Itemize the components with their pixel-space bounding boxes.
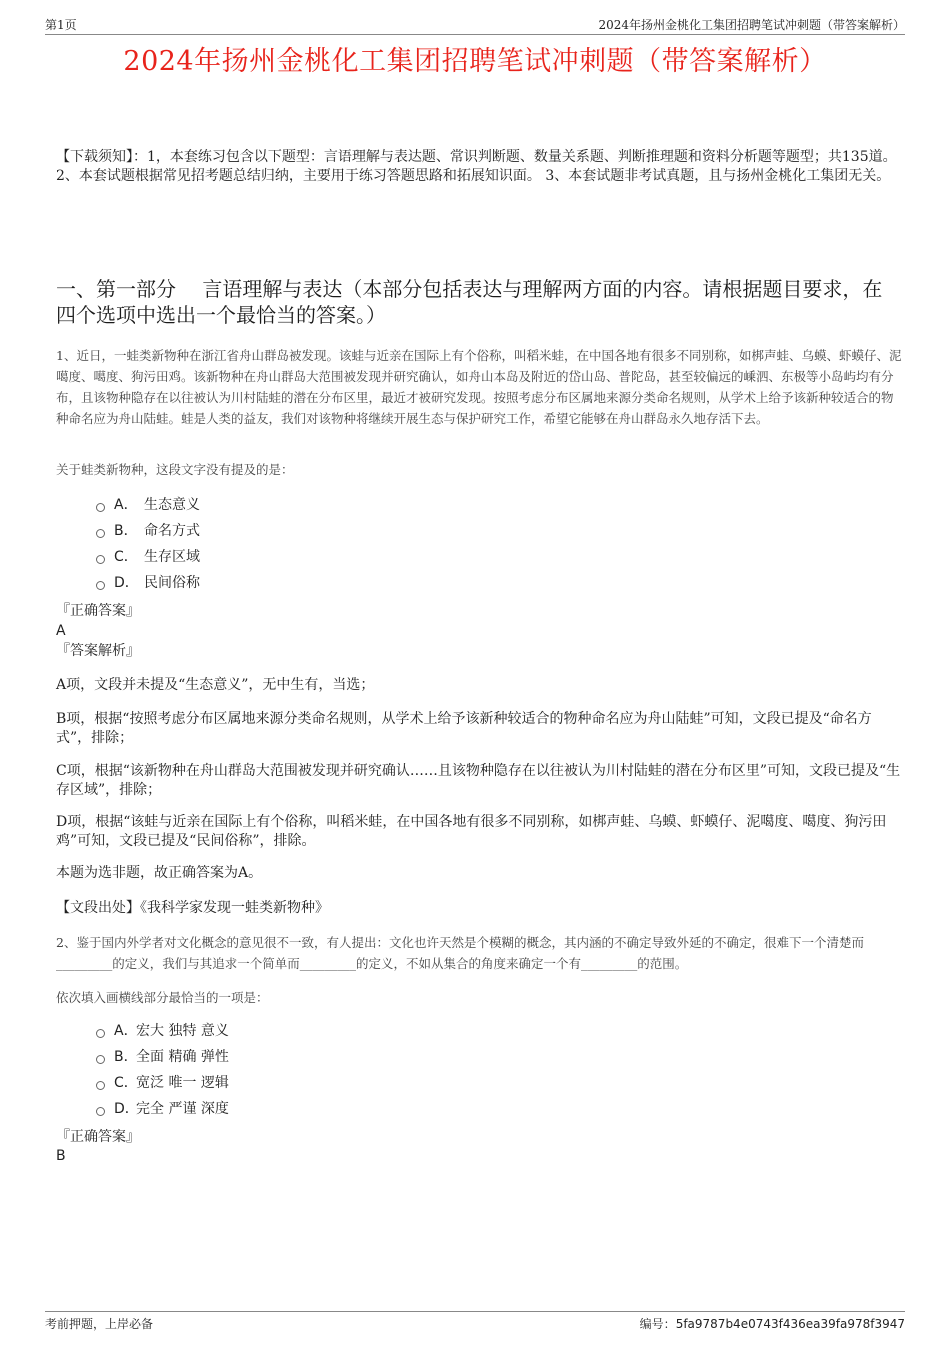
page-header <box>45 14 905 35</box>
radio-icon[interactable] <box>96 1055 105 1064</box>
document-code <box>640 1315 905 1332</box>
page-footer <box>45 1311 905 1331</box>
option-c[interactable] <box>96 544 496 570</box>
analysis-paragraph: 本题为选非题，故正确答案为A。 <box>56 865 263 881</box>
radio-icon[interactable] <box>96 1029 105 1038</box>
option-b[interactable] <box>96 1044 496 1070</box>
radio-icon[interactable] <box>96 529 105 538</box>
code-label: 编号： <box>639 1317 676 1331</box>
radio-icon[interactable] <box>96 503 105 512</box>
analysis-paragraph: C项，根据“该新物种在舟山群岛大范围被发现并研究确认……且该物种隐存在以往被认为川村陆蛙的潜在分布区里”可知，文段已提及“生存区域”，排除； <box>56 763 901 798</box>
option-a[interactable] <box>96 1018 496 1044</box>
question-2-prompt: 依次填入画横线部分最恰当的一项是： <box>56 990 269 1005</box>
option-d[interactable] <box>96 570 496 596</box>
option-text: 宏大 独特 意义 <box>136 1023 229 1039</box>
option-letter: B． <box>114 1049 138 1065</box>
option-b[interactable] <box>96 518 496 544</box>
question-2-text: 2、鉴于国内外学者对文化概念的意见很不一致，有人提出：文化也许天然是个模糊的概念，其内涵的不确定导致外延的不确定，很难下一个清楚而_________的定义，我们与其追求一个简单而_________的定义，不如从集合的角度来确定一个有_________的范围。 <box>56 935 864 971</box>
question-1-text: 1、近日，一蛙类新物种在浙江省舟山群岛被发现。该蛙与近亲在国际上有个俗称，叫稻米蛙，在中国各地有很多不同别称，如梆声蛙、乌蟆、虾蟆仔、泥噶度、噶度、狗污田鸡。该新物种在舟山群岛大范围被发现并研究确认，如舟山本岛及附近的岱山岛、普陀岛，甚至较偏远的嵊泗、东极等小岛屿均有分布，且该物种隐存在以往被认为川村陆蛙的潜在分布区里，最近才被研究发现。按照考虑分布区属地来源分类命名规则，从学术上给予该新种较适合的物种命名应为舟山陆蛙。蛙是人类的益友，我们对该物种将继续开展生态与保护研究工作，希望它能够在舟山群岛永久地存活下去。 <box>56 348 902 426</box>
option-text: 命名方式 <box>144 523 200 539</box>
download-notice: 【下载须知】：1，本套练习包含以下题型：言语理解与表达题、常识判断题、数量关系题、判断推理题和资料分析题等题型；共135道。 2、本套试题根据常见招考题总结归纳，主要用于练习答题思路和拓展知识面。 3、本套试题非考试真题，且与扬州金桃化工集团无关。 <box>56 149 897 184</box>
correct-answer: B <box>56 1148 66 1164</box>
option-text: 宽泛 唯一 逻辑 <box>136 1075 229 1091</box>
section-title: 一、第一部分 言语理解与表达（本部分包括表达与理解两方面的内容。请根据题目要求，在四个选项中选出一个最恰当的答案。） <box>56 277 883 327</box>
radio-icon[interactable] <box>96 555 105 564</box>
option-letter: A． <box>114 1023 138 1039</box>
option-text: 民间俗称 <box>144 575 200 591</box>
document-title: 2024年扬州金桃化工集团招聘笔试冲刺题（带答案解析） <box>123 46 827 77</box>
option-letter: D． <box>114 1101 139 1117</box>
option-a[interactable] <box>96 492 496 518</box>
code-value: 5fa9787b4e0743f436ea39fa978f3947 <box>675 1317 905 1331</box>
option-letter: A． <box>114 497 138 513</box>
option-letter: D． <box>114 575 139 591</box>
question-1-prompt: 关于蛙类新物种，这段文字没有提及的是： <box>56 462 294 477</box>
correct-answer-label: 『正确答案』 <box>56 1129 140 1145</box>
radio-icon[interactable] <box>96 1081 105 1090</box>
analysis-label: 『答案解析』 <box>56 643 140 659</box>
option-d[interactable] <box>96 1096 496 1122</box>
option-text: 生态意义 <box>144 497 200 513</box>
question-2-options <box>96 1018 496 1122</box>
footer-slogan: 考前押题，上岸必备 <box>45 1317 154 1331</box>
option-text: 生存区域 <box>144 549 200 565</box>
page-number: 第1页 <box>45 18 77 32</box>
option-letter: C． <box>114 1075 138 1091</box>
option-text: 完全 严谨 深度 <box>136 1101 229 1117</box>
header-doc-title: 2024年扬州金桃化工集团招聘笔试冲刺题（带答案解析） <box>598 18 905 32</box>
analysis-paragraph: A项，文段并未提及“生态意义”，无中生有，当选； <box>56 677 375 693</box>
option-c[interactable] <box>96 1070 496 1096</box>
analysis-paragraph: B项，根据“按照考虑分布区属地来源分类命名规则，从学术上给予该新种较适合的物种命名应为舟山陆蛙”可知，文段已提及“命名方式”，排除； <box>56 711 872 746</box>
correct-answer-label: 『正确答案』 <box>56 603 140 619</box>
correct-answer: A <box>56 623 66 639</box>
analysis-paragraph: D项，根据“该蛙与近亲在国际上有个俗称，叫稻米蛙，在中国各地有很多不同别称，如梆声蛙、乌蟆、虾蟆仔、泥噶度、噶度、狗污田鸡”可知，文段已提及“民间俗称”，排除。 <box>56 814 887 849</box>
option-letter: C． <box>114 549 138 565</box>
text-source: 【文段出处】《我科学家发现一蛙类新物种》 <box>56 900 329 916</box>
option-text: 全面 精确 弹性 <box>136 1049 229 1065</box>
question-1-options <box>96 492 496 596</box>
radio-icon[interactable] <box>96 581 105 590</box>
radio-icon[interactable] <box>96 1107 105 1116</box>
option-letter: B． <box>114 523 138 539</box>
